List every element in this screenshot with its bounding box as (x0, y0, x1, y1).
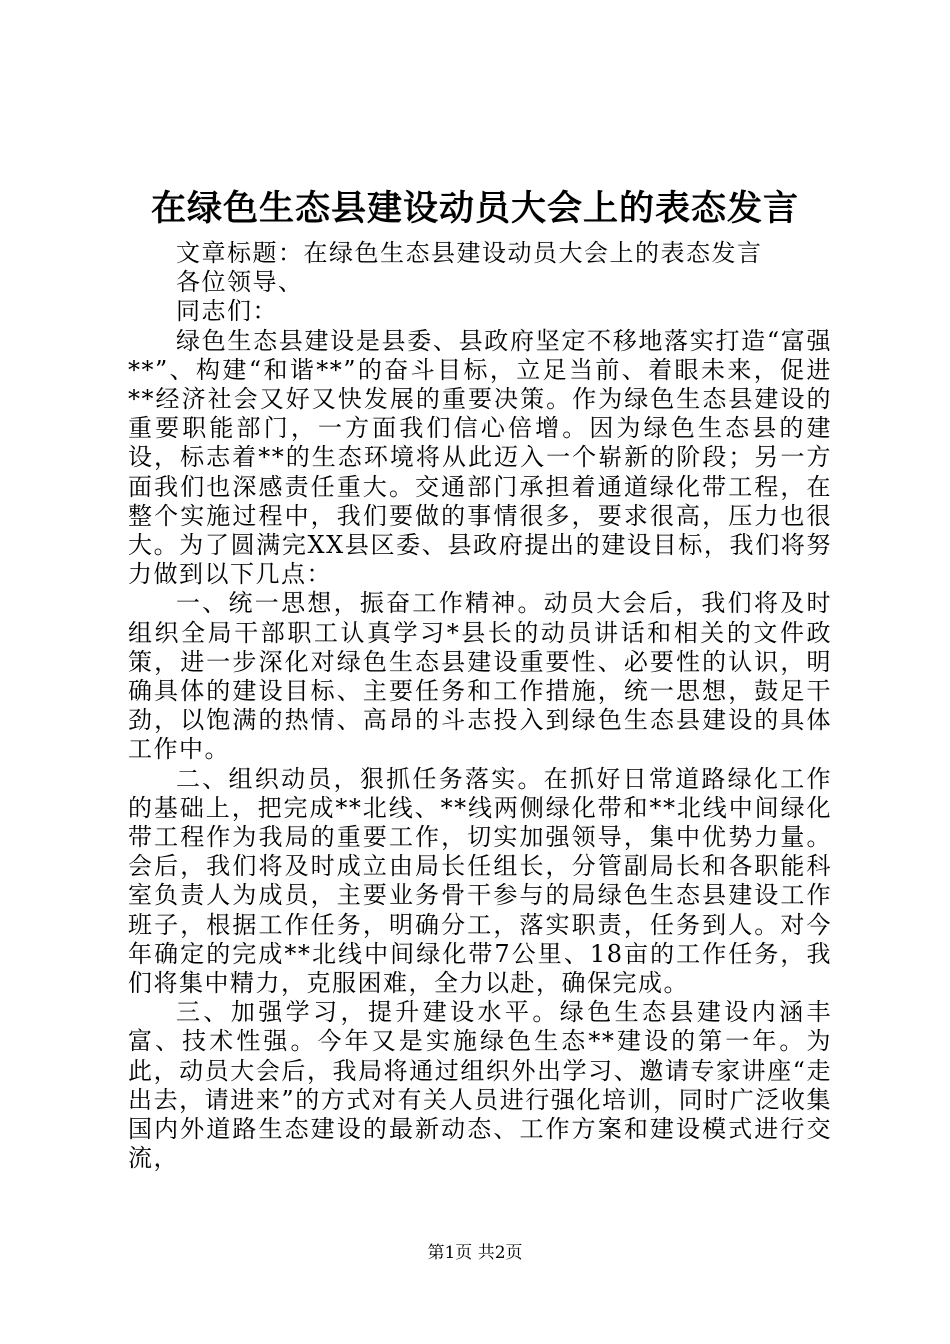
document-body (128, 239, 832, 1174)
paragraph-point-1: 一、统一思想，振奋工作精神。动员大会后，我们将及时组织全局干部职工认真学习*县长的动员讲话和相关的文件政策，进一步深化对绿色生态县建设重要性、必要性的认识，明确具体的建设目标、主要任务和工作措施，统一思想，鼓足干劲，以饱满的热情、高昂的斗志投入到绿色生态县建设的具体工作中。 (128, 589, 832, 764)
paragraph-intro: 绿色生态县建设是县委、县政府坚定不移地落实打造“富强**”、构建“和谐**”的奋斗目标，立足当前、着眼未来，促进**经济社会又好又快发展的重要决策。作为绿色生态县建设的重要职能部门，一方面我们信心倍增。因为绿色生态县的建设，标志着**的生态环境将从此迈入一个崭新的阶段；另一方面我们也深感责任重大。交通部门承担着通道绿化带工程，在整个实施过程中，我们要做的事情很多，要求很高，压力也很大。为了圆满完XX县区委、县政府提出的建设目标，我们将努力做到以下几点： (128, 326, 832, 589)
page-number: 第1页 共2页 (427, 1243, 523, 1263)
paragraph-salutation-leaders: 各位领导、 (176, 268, 304, 297)
paragraph-point-2: 二、组织动员，狠抓任务落实。在抓好日常道路绿化工作的基础上，把完成**北线、**线两侧绿化带和**北线中间绿化带工程作为我局的重要工作，切实加强领导，集中优势力量。会后，我们将及时成立由局长任组长，分管副局长和各职能科室负责人为成员，主要业务骨干参与的局绿色生态县建设工作班子，根据工作任务，明确分工，落实职责，任务到人。对今年确定的完成**北线中间绿化带7公里、18亩的工作任务，我们将集中精力，克服困难，全力以赴，确保完成。 (128, 764, 832, 998)
paragraph-article-title: 文章标题：在绿色生态县建设动员大会上的表态发言 (176, 239, 763, 267)
paragraph-salutation-comrades: 同志们： (176, 297, 278, 326)
document-title: 在绿色生态县建设动员大会上的表态发言 (150, 188, 799, 229)
paragraph-point-3: 三、加强学习，提升建设水平。绿色生态县建设内涵丰富、技术性强。今年又是实施绿色生态**建设的第一年。为此，动员大会后，我局将通过组织外出学习、邀请专家讲座“走出去，请进来”的方式对有关人员进行强化培训，同时广泛收集国内外道路生态建设的最新动态、工作方案和建设模式进行交流， (128, 998, 832, 1173)
